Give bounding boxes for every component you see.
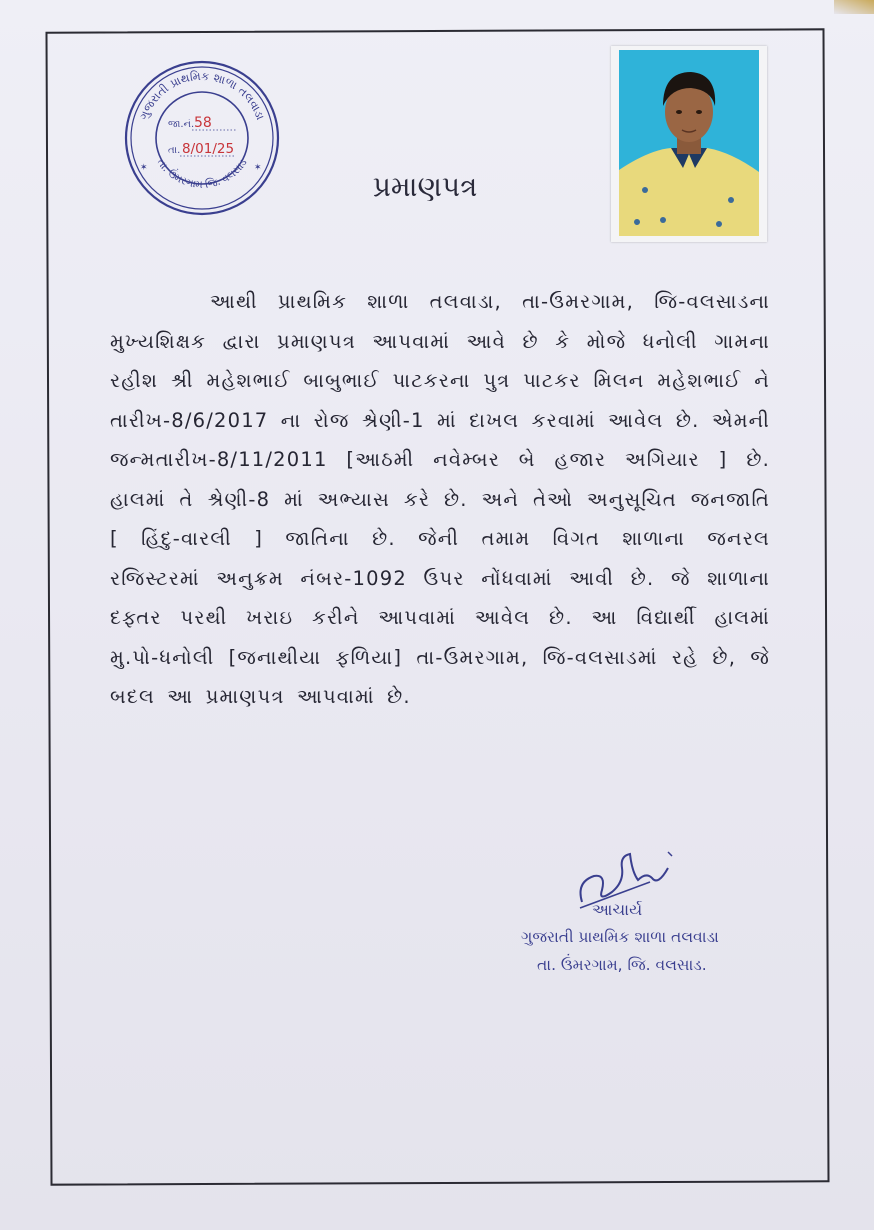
stamp-date-label: તા. [168,145,181,156]
stamp-date-value: 8/01/25 [182,141,235,157]
stamp-number-label: જા.નં. [168,119,195,130]
stamp-ring-text: ગુજરાતી પ્રાથમિક શાળા તલવાડા [136,68,268,122]
student-photo [611,46,767,242]
stamp-number-value: 58 [194,115,212,131]
certificate-body: આથી પ્રાથમિક શાળા તલવાડા, તા-ઉમરગામ, જિ-વલસાડના મુખ્યશિક્ષક દ્વારા પ્રમાણપત્ર આપવામાં આવે છે કે મોજે ધનોલી ગામના રહીશ શ્રી મહેશભાઈ બાબુભાઈ પાટકરના પુત્ર પાટકર મિલન મહેશભાઈ ને તારીખ-8/6/2017 ના રોજ શ્રેણી-1 માં દાખલ કરવામાં આવેલ છે. એમની જન્મતારીખ-8/11/2011 [આઠમી નવેમ્બર બે હજાર અગિયાર ] છે. હાલમાં તે શ્રેણી-8 માં અભ્યાસ કરે છે. અને તેઓ અનુસૂચિત જનજાતિ [ હિંદુ-વારલી ] જાતિના છે. જેની તમામ વિગત શાળાના જનરલ રજિસ્ટરમાં અનુક્રમ નંબર-1092 ઉપર નોંધવામાં આવી છે. જે શાળાના દફ્તર પરથી ખરાઇ કરીને આપવામાં આવેલ છે. આ વિદ્યાર્થી હાલમાં મુ.પો-ધનોલી [જનાથીયા ફળિયા] તા-ઉમરગામ, જિ-વલસાડમાં રહે છે, જે બદલ આ પ્રમાણપત્ર આપવામાં છે. [110,290,770,708]
document-title: પ્રમાણપત્ર [372,170,478,203]
svg-text:તા. ઉંમરગામ જિ. વલસાડ [154,157,249,191]
signatory-address: તા. ઉંમરગામ, જિ. વલસાડ. [537,956,707,974]
stamp-bottom-text: તા. ઉંમરગામ જિ. વલસાડ [154,156,250,191]
signatory-school: ગુજરાતી પ્રાથમિક શાળા તલવાડા [521,928,719,946]
school-stamp [122,58,282,218]
signatory-role: આચાર્ય [592,900,643,919]
table-corner [834,0,874,14]
svg-text:✶: ✶ [254,163,262,173]
svg-text:✶: ✶ [140,163,148,173]
